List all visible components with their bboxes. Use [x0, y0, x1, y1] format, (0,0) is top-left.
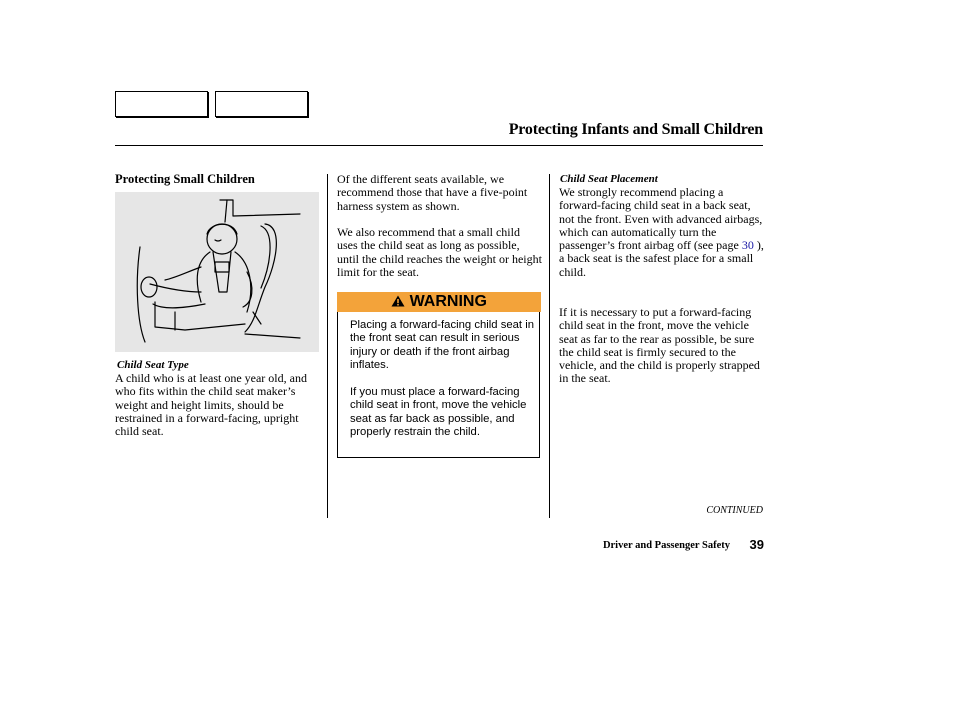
- warning-text-1: Placing a forward-facing child seat in the front seat can result in serious injury or death if the front airbag inflates.: [350, 319, 534, 372]
- section-heading: Protecting Small Children: [115, 172, 255, 186]
- warning-triangle-icon: [391, 293, 409, 310]
- page-number: 39: [749, 537, 764, 552]
- placement-text-start: We strongly recommend placing a forward-facing child seat in a back seat, not the front. Even with advanced airbags, which can automatically turn the passenger’s front airbag off (see page: [559, 185, 763, 253]
- child-seat-type-paragraph: A child who is at least one year old, and who fits within the child seat maker’s weight and height limits, should be restrained in a forward-facing, upright child seat.: [115, 371, 307, 439]
- warning-text-2: If you must place a forward-facing child seat in front, move the vehicle seat as far back as possible, and properly restrain the child.: [350, 386, 527, 439]
- footer-section-label: Driver and Passenger Safety: [602, 540, 730, 551]
- column-divider-left: [327, 174, 328, 518]
- warning-label: WARNING: [409, 293, 487, 310]
- placement-text-end: ), a back seat is the safest place for a small child.: [559, 238, 764, 279]
- harness-paragraph: Of the different seats available, we recommend those that have a five-point harness system as shown.: [337, 172, 528, 213]
- column-divider-right: [549, 174, 550, 518]
- front-seat-paragraph: If it is necessary to put a forward-facing child seat in the front, move the vehicle seat as far to the rear as possible, be sure the child seat is firmly secured to the vehicle, and the child is properly strapped in the seat.: [559, 305, 760, 386]
- page-title: Protecting Infants and Small Children: [508, 121, 763, 138]
- nav-tab-box-2[interactable]: [215, 91, 308, 117]
- page-30-link[interactable]: 30: [741, 238, 754, 253]
- nav-tab-box-1[interactable]: [115, 91, 208, 117]
- child-seat-illustration: [115, 192, 319, 352]
- child-in-seat-icon: [115, 192, 319, 352]
- warning-banner: [337, 292, 541, 312]
- caption-child-seat-type: Child Seat Type: [117, 359, 189, 371]
- placement-paragraph: [559, 186, 764, 279]
- title-divider: [115, 145, 763, 146]
- continued-label: CONTINUED: [706, 505, 763, 516]
- seat-duration-paragraph: We also recommend that a small child uses the child seat as long as possible, until the child reaches the weight or height limit for the seat.: [337, 225, 542, 279]
- caption-child-seat-placement: Child Seat Placement: [560, 173, 658, 185]
